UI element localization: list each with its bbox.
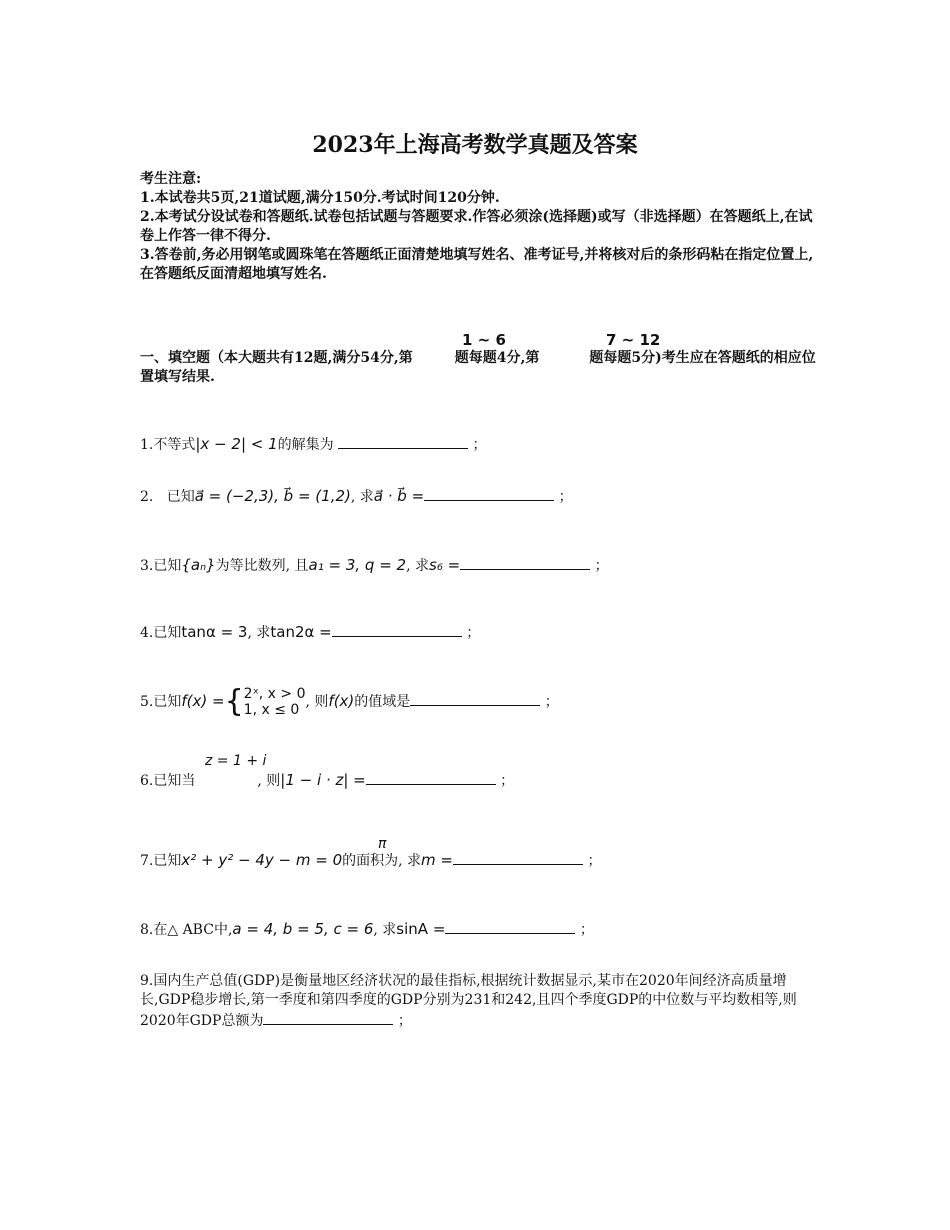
notice-item: 2.本考试分设试卷和答题纸.试卷包括试题与答题要求.作答必须涂(选择题)或写（非选择题）在答题纸上,在试卷上作答一律不得分. — [140, 209, 813, 244]
question-5: 5.已知f(x) ={2ˣ, x > 0 1, x ≤ 0 , 则f(x)的值域是 ； — [140, 684, 559, 719]
piecewise-cases: 2ˣ, x > 0 1, x ≤ 0 — [243, 686, 306, 718]
math-expr: x² + y² − 4y − m = 0 — [181, 851, 343, 869]
z-expr: z = 1 + i — [205, 753, 267, 769]
math-expr: tanα = 3 — [181, 623, 248, 641]
question-9: 9.国内生产总值(GDP)是衡量地区经济状况的最佳指标,根据统计数据显示,某市在2020年间经济高质量增长,GDP稳步增长,第一季度和第四季度的GDP分别为231和242,且四个季度GDP的中位数与平均数相等,则2020年GDP总额为 ； — [140, 973, 797, 1029]
answer-blank[interactable] — [332, 622, 462, 637]
math-expr: tan2α = — [270, 623, 332, 641]
brace-glyph: { — [224, 684, 244, 719]
question-6: 6.已知当 , 则|1 − i · z| = ； — [140, 771, 515, 789]
page-title: 2023年上海高考数学真题及答案 — [312, 132, 638, 158]
range-7-12: 7 ~ 12 — [606, 331, 661, 349]
answer-blank[interactable] — [424, 486, 554, 501]
math-expr: f(x) = — [181, 692, 225, 710]
section-1-part1: 一、填空题（本大题共有12题,满分54分,第 — [140, 350, 413, 366]
section-1-heading — [140, 349, 820, 387]
answer-blank[interactable] — [453, 850, 583, 865]
answer-blank[interactable] — [445, 919, 575, 934]
section-1-part2: 题每题4分,第 — [454, 350, 540, 366]
question-8: 8.在△ ABC中,a = 4, b = 5, c = 6, 求sinA = ； — [140, 920, 594, 938]
question-7: 7.已知x² + y² − 4y − m = 0的面积为, 求m = ； — [140, 851, 602, 869]
math-expr: {aₙ} — [181, 556, 216, 574]
answer-blank[interactable] — [366, 770, 496, 785]
question-4: 4.已知tanα = 3, 求tan2α = ； — [140, 623, 481, 641]
math-expr: a⃗ · b⃗ = — [373, 487, 425, 505]
math-expr: a = 4, b = 5, c = 6 — [232, 920, 374, 938]
notice-item: 3.答卷前,务必用钢笔或圆珠笔在答题纸正面清楚地填写姓名、准考证号,并将核对后的条形码粘在指定位置上,在答题纸反面清超地填写姓名. — [140, 247, 814, 282]
section-1-part3: 题每题5分)考生应在答题纸的相应位置填写结果. — [140, 350, 816, 385]
math-expr: |1 − i · z| = — [280, 771, 366, 789]
answer-blank[interactable] — [338, 434, 468, 449]
question-1: 1.不等式|x − 2| < 1的解集为 ； — [140, 435, 487, 453]
pi-symbol: π — [378, 836, 387, 852]
answer-blank[interactable] — [460, 555, 590, 570]
math-expr: m = — [421, 851, 453, 869]
math-expr: f(x) — [328, 692, 355, 710]
math-expr: a₁ = 3, q = 2 — [308, 556, 407, 574]
range-1-6: 1 ~ 6 — [462, 331, 506, 349]
math-expr: a⃗ = (−2,3), b⃗ = (1,2) — [194, 487, 351, 505]
answer-blank[interactable] — [410, 691, 540, 706]
math-expr: sinA = — [396, 920, 446, 938]
math-expr: |x − 2| < 1 — [195, 435, 278, 453]
question-3: 3.已知{aₙ}为等比数列, 且a₁ = 3, q = 2, 求s₆ = ； — [140, 556, 609, 574]
notice-heading: 考生注意: — [140, 171, 202, 187]
question-2: 2. 已知a⃗ = (−2,3), b⃗ = (1,2), 求a⃗ · b⃗ = ； — [140, 487, 573, 505]
math-expr: s₆ = — [429, 556, 461, 574]
notice-item: 1.本试卷共5页,21道试题,满分150分.考试时间120分钟. — [140, 190, 500, 206]
exam-notice — [140, 170, 820, 284]
answer-blank[interactable] — [263, 1010, 393, 1025]
